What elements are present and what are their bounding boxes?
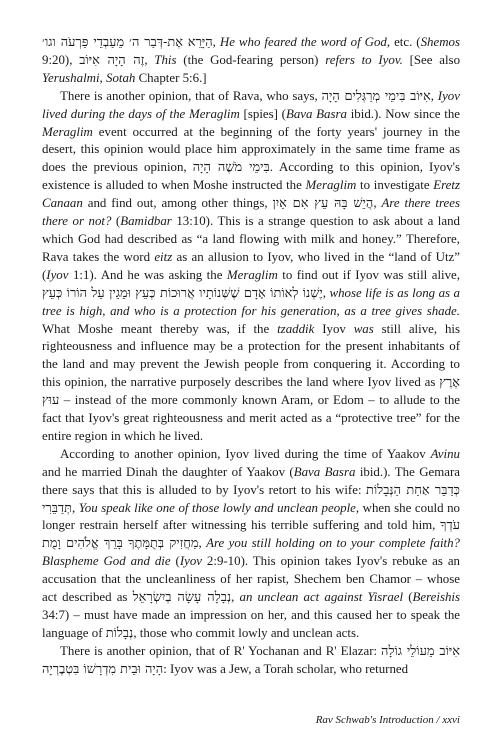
body-text: as an allusion to Iyov, who lived in the “land of Utz” ( — [42, 249, 460, 282]
italic-text: Meraglim — [305, 178, 357, 193]
body-text: when she could no longer restrain herself after witnessing his terrible suffering and told him, — [42, 500, 460, 533]
italic-text: Shemos — [420, 35, 460, 49]
body-text: , etc. ( — [386, 35, 421, 49]
body-text: 9:20), — [42, 52, 80, 67]
hebrew-quote: נְבָלוֹת — [105, 625, 134, 641]
italic-text: This — [154, 52, 177, 67]
italic-text: an unclean act against Yisrael — [239, 590, 404, 605]
hebrew-quote: כְּדַבֵּר אַחַת הַנְּבָלוֹת תְּדַבֵּרִי — [42, 482, 460, 516]
italic-text: tzaddik — [277, 321, 315, 336]
italic-text: He who feared the word of God — [219, 35, 387, 49]
body-text: There is another opinion, that of Rava, who says, — [60, 88, 322, 103]
body-text: Chapter 5:6.] — [135, 70, 207, 85]
body-text: , — [212, 35, 220, 49]
page-footer: Rav Schwab's Introduction / xxvi — [315, 714, 460, 726]
body-text: ibid.). Now since the — [346, 106, 461, 121]
hebrew-quote: הַיָּרֵא אֶת-דְּבַר ה׳ מֵעַבְדֵי פַּרְעֹה וגו׳ — [42, 35, 213, 50]
body-text: event occurred at the beginning of the forty years' journey in the desert, this opinion would place him approximately in the same time frame as does the previous opinion, — [42, 124, 460, 175]
italic-text: Iyov lived during the days of the Meraglim — [42, 88, 460, 121]
body-text: [spies] ( — [239, 106, 286, 121]
body-text: 13:10). This is a strange question to ask about a land which God had described as “a land flowing with milk and honey.” Therefore, Rava takes the word — [42, 214, 460, 264]
body-text: . According to this opinion, Iyov's existence is alluded to when Moshe instructed the — [42, 160, 460, 193]
book-page-body — [42, 34, 460, 679]
hebrew-quote: אִיּוֹב בִּימֵי מְרַגְּלִים הָיָה — [321, 88, 431, 104]
italic-text: You speak like one of those lowly and unclean people, — [78, 500, 360, 515]
italic-text: Are there trees there or not? — [42, 196, 460, 229]
italic-text: Bereishis — [412, 590, 461, 605]
italic-text: Yerushalmi, Sotah — [42, 70, 136, 85]
paragraph-dinah-opinion — [42, 446, 460, 643]
hebrew-quote: אֶרֶץ עוּץ — [42, 375, 460, 409]
hebrew-quote: הֲיֵשׁ בָּהּ עֵץ אִם אַיִן — [272, 196, 374, 212]
body-text: , — [231, 590, 240, 605]
italic-text: eitz — [154, 249, 173, 264]
body-text: to find out if Iyov was still alive, — [277, 267, 461, 282]
italic-text: whose life is as long as a tree is high, and who is a protection for his generation, as a tree gives shade. — [42, 285, 460, 318]
italic-text: Iyov — [46, 267, 69, 282]
italic-text: Eretz Canaan — [42, 178, 460, 211]
body-text: ibid.). The Gemara there says that this is alluded to by Iyov's retort to his wife: — [42, 464, 461, 497]
body-text: There is another opinion, that of R' Yochanan and R' Elazar: — [60, 643, 382, 658]
paragraph-1 — [42, 34, 460, 88]
body-text: What Moshe meant thereby was, if the — [42, 321, 278, 336]
italic-text: refers to Iyov. — [325, 52, 403, 67]
hebrew-quote: יֶשְׁנוֹ לְאוֹתוֹ אָדָם שֶׁשְּׁנוֹתָיו אֲרוּכוֹת כְּעֵץ וּמֵגֵין עַל הוֹרוֹ כְּעֵץ — [42, 285, 323, 301]
body-text: ( — [403, 590, 413, 605]
italic-text: Are you still holding on to your complete faith? Blaspheme God and die — [42, 536, 460, 569]
body-text: (the God-fearing person) — [176, 52, 326, 67]
body-text: , — [72, 500, 79, 515]
italic-text: Meraglim — [226, 267, 278, 282]
body-text: 1:1). And he was asking the — [68, 267, 227, 282]
body-text: and find out, among other things, — [82, 196, 273, 211]
hebrew-quote: זֶה הָיָה אִיּוֹב — [79, 52, 145, 68]
italic-text: was — [353, 321, 374, 336]
paragraph-rava-opinion — [42, 88, 460, 446]
body-text: , — [430, 88, 438, 103]
hebrew-quote: בִּימֵי מֹשֶׁה הָיָה — [192, 160, 270, 176]
body-text: According to another opinion, Iyov lived during the time of Yaakov — [60, 446, 431, 461]
paragraph-yochanan-elazar-opinion — [42, 643, 460, 679]
italic-text: Avinu — [430, 446, 460, 461]
body-text: , — [322, 285, 330, 300]
hebrew-quote: נְבָלָה עָשָׂה בְיִשְׂרָאֵל — [132, 590, 232, 606]
body-text: 34:7) – must have made an impression on her, and this caused her to speak the language of — [42, 608, 460, 640]
body-text: , — [144, 52, 155, 67]
italic-text: Meraglim — [42, 124, 93, 139]
body-text: : Iyov was a Jew, a Torah scholar, who returned — [163, 661, 409, 676]
body-text: , — [373, 196, 382, 211]
body-text: Iyov — [314, 321, 354, 336]
body-text: ( — [170, 554, 180, 569]
body-text: still alive, his righteousness and influence may be a protection for the present inhabitants of the land and may prevent the Jewish people from conquering it. According to this opinion, the narrative purposely describes the land where Iyov lived as — [42, 321, 461, 390]
body-text: ( — [111, 214, 121, 229]
italic-text: Bava Basra — [285, 106, 347, 121]
italic-text: Bava Basra — [293, 464, 356, 479]
italic-text: Bamidbar — [120, 214, 172, 229]
body-text: 2:9-10). This opinion takes Iyov's rebuke as an accusation that the uncleanliness of her rapist, Shechem ben Chamor – whose act described as — [42, 554, 460, 605]
body-text: , those who commit lowly and unclean acts. — [133, 625, 360, 640]
hebrew-quote: עֹדְךָ מַחֲזִיק בְּתֻמָּתֶךָ בָּרֵךְ אֱלֹהִים וָמֻת — [42, 518, 460, 552]
hebrew-quote: אִיּוֹב מֵעוֹלֵי גוֹלָה הָיָה וּבֵית מִדְרָשׁוֹ בִּטְבֶרְיָה — [42, 643, 460, 677]
body-text: to investigate — [356, 178, 434, 193]
italic-text: Iyov — [179, 554, 202, 569]
body-text: and he married Dinah the daughter of Yaakov ( — [42, 464, 294, 479]
body-text: , — [198, 536, 207, 551]
body-text: [See also — [402, 52, 461, 67]
body-text: – instead of the more commonly known Aram, or Edom – to allude to the fact that Iyov's great righteousness and merit acted as a “protective tree” for the entire region in which he lived. — [42, 393, 460, 443]
